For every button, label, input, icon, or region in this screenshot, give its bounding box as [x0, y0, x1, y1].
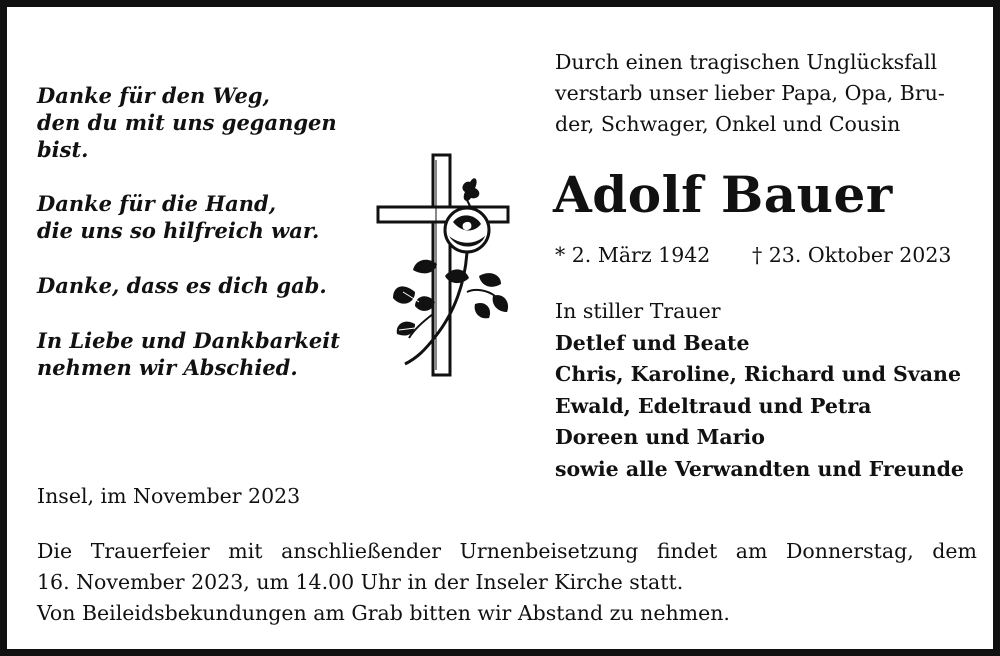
intro-line: verstarb unser lieber Papa, Opa, Bru-	[555, 81, 945, 105]
verse-line: Danke, dass es dich gab.	[37, 273, 327, 298]
intro-line: der, Schwager, Onkel und Cousin	[555, 112, 901, 136]
verse-line: Danke für den Weg,	[37, 83, 270, 108]
verse-line: den du mit uns gegangen bist.	[37, 110, 337, 162]
mourner-name: Doreen und Mario	[555, 425, 765, 449]
notice-line: Von Beileidsbekundungen am Grab bitten wir Abstand zu nehmen.	[37, 601, 730, 625]
intro-line: Durch einen tragischen Unglücksfall	[555, 50, 938, 74]
birth-date: * 2. März 1942	[555, 243, 711, 267]
place-date: Insel, im November 2023	[37, 484, 301, 508]
funeral-notice	[37, 536, 977, 629]
mourner-name: Ewald, Edeltraud und Petra	[555, 393, 872, 418]
mourning-heading: In stiller Trauer	[555, 299, 721, 323]
death-date: † 23. Oktober 2023	[752, 243, 952, 267]
mourners-block	[555, 296, 995, 485]
mourner-name: sowie alle Verwandten und Freunde	[555, 456, 964, 481]
cross-rose-illustration	[375, 152, 515, 380]
notice-line: Die Trauerfeier mit anschließender Urnenbeisetzung findet am Donnerstag, dem	[37, 539, 977, 563]
verse-line: nehmen wir Abschied.	[37, 355, 298, 380]
intro-text	[555, 47, 975, 140]
verse-line: die uns so hilfreich war.	[37, 218, 320, 243]
verse-line: Danke für die Hand,	[37, 191, 277, 216]
deceased-name: Adolf Bauer	[553, 165, 893, 224]
verse-line: In Liebe und Dankbarkeit	[37, 328, 340, 353]
mourner-name: Chris, Karoline, Richard und Svane	[555, 362, 961, 386]
notice-line: 16. November 2023, um 14.00 Uhr in der Inseler Kirche statt.	[37, 570, 684, 594]
cross-icon	[378, 155, 508, 375]
life-dates	[555, 241, 975, 269]
mourner-name: Detlef und Beate	[555, 330, 750, 355]
verse-block	[37, 82, 377, 381]
